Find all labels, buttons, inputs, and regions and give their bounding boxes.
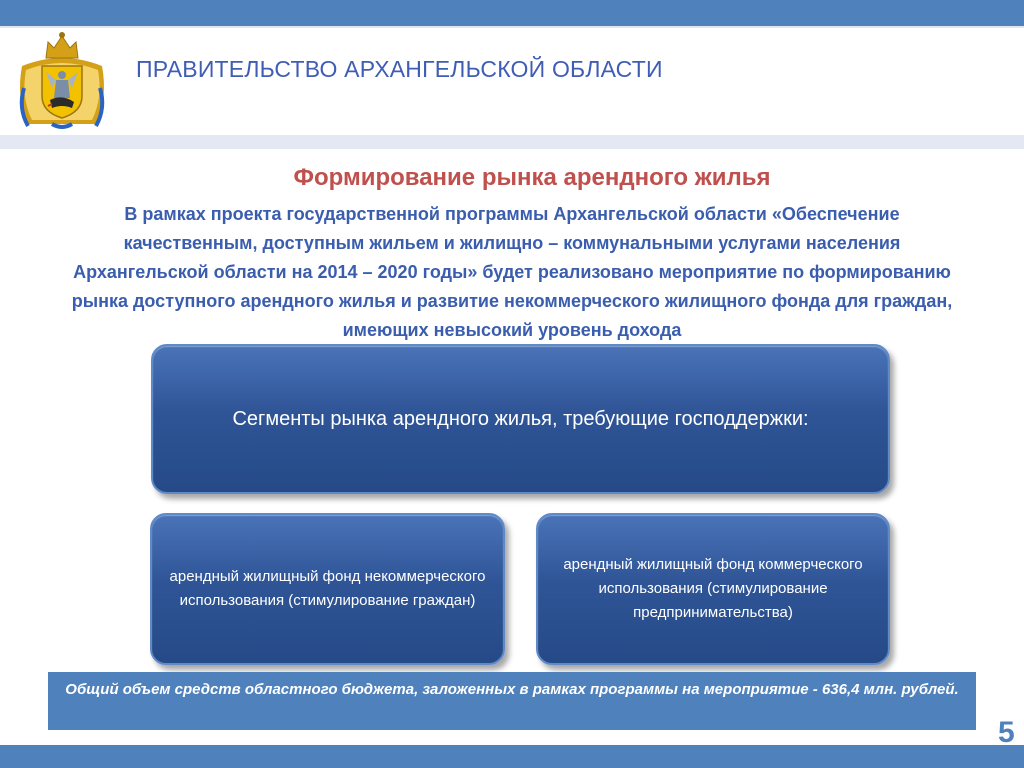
bottom-band bbox=[0, 745, 1024, 768]
segments-header-box bbox=[151, 344, 890, 494]
header-band bbox=[0, 135, 1024, 149]
coat-of-arms-icon bbox=[12, 28, 112, 132]
organization-title: ПРАВИТЕЛЬСТВО АРХАНГЕЛЬСКОЙ ОБЛАСТИ bbox=[136, 56, 663, 82]
page-number: 5 bbox=[998, 716, 1015, 749]
top-band-line bbox=[0, 26, 1024, 28]
noncommercial-fund-box bbox=[150, 513, 505, 665]
budget-text: Общий объем средств областного бюджета, заложенных в рамках программы на мероприятие - 636,4 млн. рублей. bbox=[65, 681, 959, 698]
lead-paragraph: В рамках проекта государственной программы Архангельской области «Обеспечение качественным, доступным жильем и жилищно – коммунальными услугами населения Архангельской области на 2014 – 2020 годы» будет реализовано мероприятие по формированию рынка доступного арендного жилья и развитие некоммерческого жилищного фонда для граждан, имеющих невысокий уровень дохода bbox=[71, 204, 953, 340]
segments-header-text: Сегменты рынка арендного жилья, требующие господдержки: bbox=[232, 407, 809, 430]
commercial-fund-text: арендный жилищный фонд коммерческого использования (стимулирование предпринимательства) bbox=[563, 556, 863, 621]
noncommercial-fund-text: арендный жилищный фонд некоммерческого использования (стимулирование граждан) bbox=[169, 568, 486, 609]
budget-banner bbox=[48, 672, 976, 730]
top-band bbox=[0, 0, 1024, 26]
slide-title: Формирование рынка арендного жилья bbox=[293, 164, 771, 191]
commercial-fund-box bbox=[536, 513, 890, 665]
